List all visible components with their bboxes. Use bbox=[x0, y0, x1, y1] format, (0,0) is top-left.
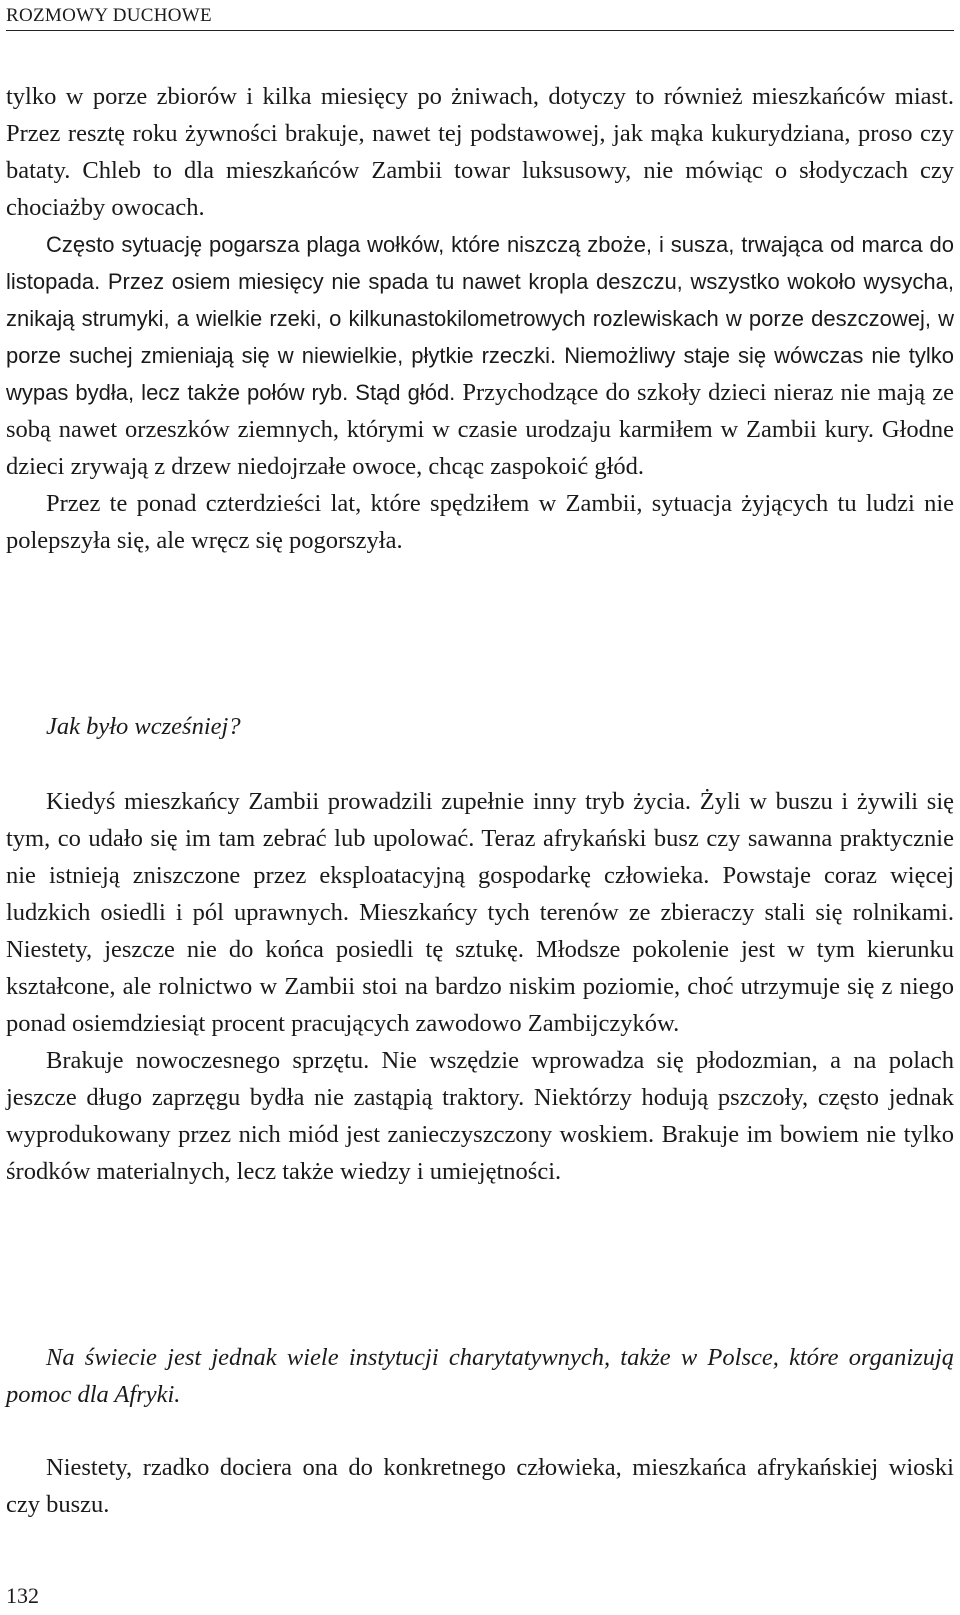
question-text: Na świecie jest jednak wiele instytucji charytatywnych, także w Polsce, które organizują pomoc dla Afryki. bbox=[6, 1344, 954, 1408]
paragraph-sans-part: Często sytuację pogarsza plaga wołków, które niszczą zboże, i susza, trwająca od marca do listopada. Przez osiem miesięcy nie spada tu nawet kropla deszczu, wszystko wokoło wysycha, znikają strumyki, a wielkie rzeki, o kilkunastokilometrowych rozlewiskach w porze deszczowej, w porze suchej zmieniają się w niewielkie, płytkie rzeczki. Niemożliwy staje się wówczas nie tylko wypas bydła, lecz także połów ryb. Stąd głód. bbox=[6, 232, 954, 405]
paragraph: Niestety, rzadko dociera ona do konkretnego człowieka, mieszkańca afrykańskiej wioski czy buszu. bbox=[6, 1454, 954, 1518]
interview-question bbox=[6, 708, 954, 745]
paragraph bbox=[6, 226, 954, 485]
paragraph: tylko w porze zbiorów i kilka miesięcy po żniwach, dotyczy to również mieszkańców miast. Przez resztę roku żywności brakuje, nawet tej podstawowej, jak mąka kukurydziana, proso czy bataty. Chleb to dla mieszkańców Zambii towar luksusowy, nie mówiąc o słodyczach czy chociażby owocach. bbox=[6, 83, 954, 221]
section-one bbox=[6, 78, 954, 559]
paragraph: Brakuje nowoczesnego sprzętu. Nie wszędzie wprowadza się płodozmian, a na polach jeszcze długo zaprzęgu bydła nie zastąpią traktory. Niektórzy hodują pszczoły, często jednak wyprodukowany przez nich miód jest zanieczyszczony woskiem. Brakuje im bowiem nie tylko środków materialnych, lecz także wiedzy i umiejętności. bbox=[6, 1047, 954, 1185]
interview-question bbox=[6, 1339, 954, 1413]
section-three bbox=[6, 1449, 954, 1523]
running-title: ROZMOWY DUCHOWE bbox=[6, 4, 954, 31]
paragraph: Kiedyś mieszkańcy Zambii prowadzili zupełnie inny tryb życia. Żyli w buszu i żywili się tym, co udało się im tam zebrać lub upolować. Teraz afrykański busz czy sawanna praktycznie nie istnieją zniszczone przez eksploatacyjną gospodarkę człowieka. Powstaje coraz więcej ludzkich osiedli i pól uprawnych. Mieszkańcy tych terenów ze zbieraczy stali się rolnikami. Niestety, jeszcze nie do końca posiedli tę sztukę. Młodsze pokolenie jest w tym kierunku kształcone, ale rolnictwo w Zambii stoi na bardzo niskim poziomie, choć utrzymuje się z niego ponad osiemdziesiąt procent pracujących zawodowo Zambijczyków. bbox=[6, 788, 954, 1037]
question-text: Jak było wcześniej? bbox=[46, 713, 241, 740]
paragraph: Przez te ponad czterdzieści lat, które spędziłem w Zambii, sytuacja żyjących tu ludzi nie polepszyła się, ale wręcz się pogorszyła. bbox=[6, 490, 954, 554]
page-number: 132 bbox=[6, 1583, 39, 1608]
section-two bbox=[6, 783, 954, 1190]
paragraph-serif-part: Przychodzące do szkoły dzieci nieraz nie mają ze sobą nawet orzeszków ziemnych, którymi w czasie urodzaju karmiłem w Zambii kury. Głodne dzieci zrywają z drzew niedojrzałe owoce, chcąc zaspokoić głód. bbox=[6, 379, 954, 480]
